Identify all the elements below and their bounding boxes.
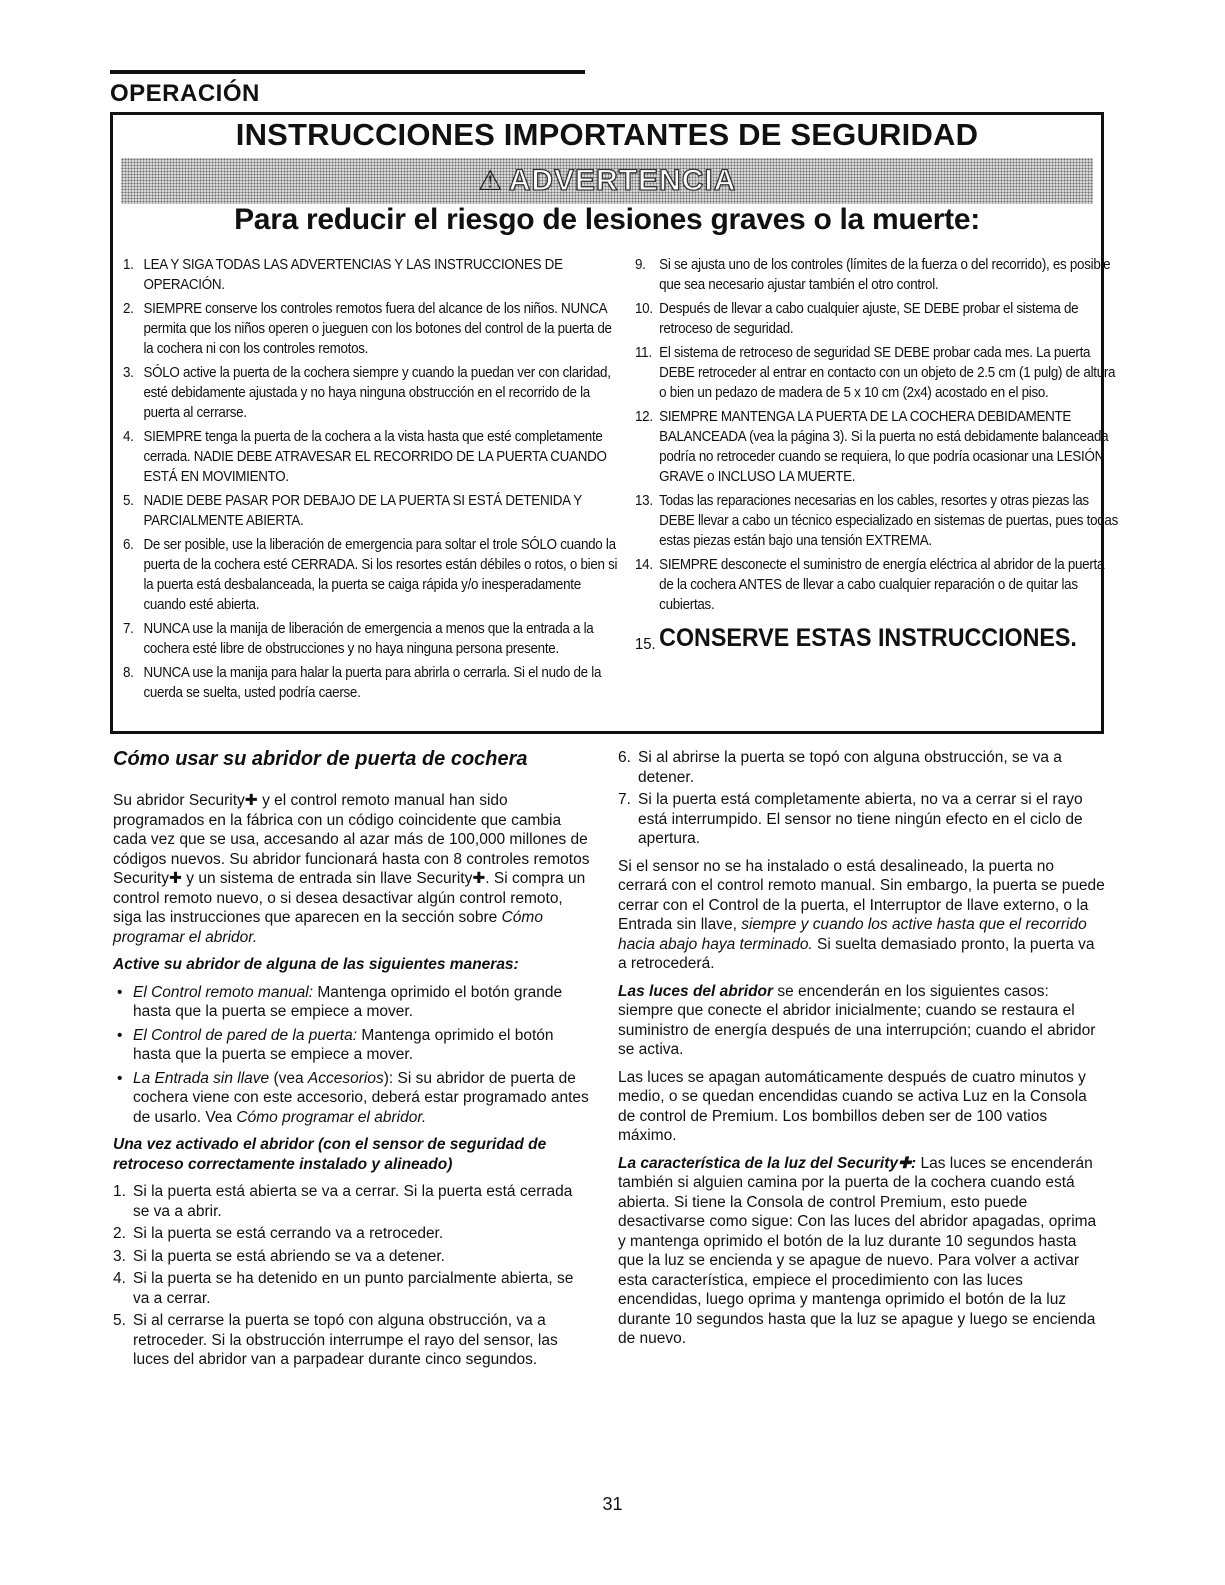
- step-item: 4. Si la puerta se ha detenido en un punto parcialmente abierta, se va a cerrar.: [113, 1270, 574, 1307]
- behavior-steps: [113, 1182, 591, 1370]
- safety-list-right: [635, 255, 1119, 657]
- activate-heading: Active su abridor de alguna de las siguientes maneras:: [113, 956, 519, 973]
- safety-item: 13. Todas las reparaciones necesarias en los cables, resortes y otras piezas las DEBE llevar a cabo un técnico especializado en sistemas de puertas, pues todas estas piezas están bajo una tensión EXTREMA.: [635, 493, 1119, 549]
- page-number: 31: [602, 1494, 623, 1514]
- lights-off-paragraph: Las luces se apagan automáticamente después de cuatro minutos y medio, o se quedan encendidas cuando se activa Luz en la Consola de control de Premium. Los bombillos deben ser de 100 vatios máximo.: [618, 1068, 1087, 1144]
- step-item: 3. Si la puerta se está abriendo se va a detener.: [113, 1247, 445, 1265]
- safety-subtitle: Para reducir el riesgo de lesiones graves o la muerte:: [234, 203, 980, 236]
- safety-item: 11. El sistema de retroceso de seguridad SE DEBE probar cada mes. La puerta DEBE retroceder al entrar en contacto con un objeto de 2.5 cm (1 pulg) de altura o bien un pedazo de madera de 5 x 10 cm (2x4) acostado en el piso.: [635, 345, 1116, 401]
- step-item: 1. Si la puerta está abierta se va a cerrar. Si la puerta está cerrada se va a abrir.: [113, 1183, 573, 1220]
- method-item: • La Entrada sin llave (vea Accesorios): Si su abridor de puerta de cochera viene con este accesorio, deberá estar programado antes de usarlo. Vea Cómo programar el abridor.: [113, 1069, 591, 1128]
- activation-methods: [113, 983, 591, 1128]
- section-title: OPERACIÓN: [110, 80, 260, 107]
- safety-item: 4. SIEMPRE tenga la puerta de la cochera a la vista hasta que esté completamente cerrada. NADIE DEBE ATRAVESAR EL RECORRIDO DE LA PUERTA CUANDO ESTÁ EN MOVIMIENTO.: [123, 429, 607, 485]
- step-item: 7. Si la puerta está completamente abierta, no va a cerrar si el rayo está interrumpido. El sensor no tiene ningún efecto en el ciclo de apertura.: [618, 791, 1083, 847]
- right-column: [618, 748, 1106, 1357]
- left-column: [113, 748, 591, 1378]
- programming-reference: Cómo programar el abridor.: [113, 909, 543, 946]
- safety-item: 8. NUNCA use la manija para halar la puerta para abrirla o cerrarla. Si el nudo de la cuerda se suelta, usted podría caerse.: [123, 665, 602, 701]
- safety-item: 12. SIEMPRE MANTENGA LA PUERTA DE LA COCHERA DEBIDAMENTE BALANCEADA (vea la página 3). Si la puerta no está debidamente balanceada podría no retroceder cuando se requiera, lo que podría ocasionar una LESIÓN GRAVE o INCLUSO LA MUERTE.: [635, 409, 1109, 485]
- how-to-use-heading: Cómo usar su abridor de puerta de cochera: [113, 748, 528, 770]
- safety-box: [110, 112, 1119, 734]
- conserve-instructions: 15. CONSERVE ESTAS INSTRUCCIONES.: [635, 624, 1077, 653]
- step-item: 2. Si la puerta se está cerrando va a retroceder.: [113, 1225, 444, 1242]
- warning-triangle-icon: ⚠: [477, 165, 503, 196]
- warning-word: ADVERTENCIA: [508, 164, 737, 197]
- method-item: • El Control remoto manual: Mantenga oprimido el botón grande hasta que la puerta se empiece a mover.: [113, 983, 591, 1022]
- safety-item: 9. Si se ajusta uno de los controles (límites de la fuerza o del recorrido), es posible que sea necesario ajustar también el otro control.: [635, 257, 1111, 293]
- sensor-heading: Una vez activado el abridor (con el sensor de seguridad de retroceso correctamente instalado y alineado): [113, 1136, 547, 1173]
- behavior-steps-continued: [618, 748, 1106, 849]
- safety-item: 6. De ser posible, use la liberación de emergencia para soltar el trole SÓLO cuando la puerta de la cochera esté CERRADA. Si los resortes están débiles o rotos, o bien si la puerta está desbalanceada, la puerta se caiga rápida y/o inesperadamente cuando esté abierta.: [123, 537, 618, 613]
- step-item: 5. Si al cerrarse la puerta se topó con alguna obstrucción, va a retroceder. Si la obstrucción interrumpe el rayo del sensor, las luces del abridor van a parpadear durante cinco segundos.: [113, 1312, 558, 1368]
- safety-item: 1. LEA Y SIGA TODAS LAS ADVERTENCIAS Y LAS INSTRUCCIONES DE OPERACIÓN.: [123, 257, 563, 293]
- security-light-paragraph: La característica de la luz del Security✚: Las luces se encenderán también si alguien camina por la puerta de la cochera cuando está abierta. Si tiene la Consola de control Premium, esto puede desactivarse como sigue: Con las luces del abridor apagadas, oprima y mantenga oprimido el botón de la luz durante 10 segundos hasta que la luz se encienda y se apague de nuevo. Para volver a activar esta característica, empiece el procedimiento con las luces encendidas, luego oprima y mantenga oprimido el botón de la luz durante 10 segundos hasta que la luz se apague y luego se encienda de nuevo.: [618, 1154, 1097, 1347]
- step-item: 6. Si al abrirse la puerta se topó con alguna obstrucción, se va a detener.: [618, 749, 1062, 786]
- safety-item: 14. SIEMPRE desconecte el suministro de energía eléctrica al abridor de la puerta de la cochera ANTES de llevar a cabo cualquier reparación o de quitar las cubiertas.: [635, 557, 1105, 613]
- safety-item: 10. Después de llevar a cabo cualquier ajuste, SE DEBE probar el sistema de retroceso de seguridad.: [635, 301, 1079, 337]
- sensor-paragraph: Si el sensor no se ha instalado o está desalineado, la puerta no cerrará con el control remoto manual. Sin embargo, la puerta se puede cerrar con el Control de la puerta, el Interruptor de llave externo, o la Entrada sin llave, siempre y cuando los active hasta que el recorrido hacia abajo haya terminado. Si suelta demasiado pronto, la puerta va a retrocederá.: [618, 857, 1105, 972]
- safety-item: 2. SIEMPRE conserve los controles remotos fuera del alcance de los niños. NUNCA permita que los niños operen o jueguen con los botones del control de la puerta de la cochera ni con los controles remotos.: [123, 301, 612, 357]
- lights-paragraph: Las luces del abridor se encenderán en los siguientes casos: siempre que conecte el abridor inicialmente; cuando se restaura el suministro de energía después de una interrupción; cuando el abridor se activa.: [618, 982, 1096, 1058]
- intro-paragraph: Su abridor Security✚ y el control remoto manual han sido programados en la fábrica con un código coincidente que cambia cada vez que se usa, accesando al azar más de 100,000 millones de códigos nuevos. Su abridor funcionará hasta con 8 controles remotos Security✚ y un sistema de entrada sin llave Security✚. Si compra un control remoto nuevo, o si desea desactivar algún control remoto, siga las instrucciones que aparecen en la sección sobre Cómo programar el abridor.: [113, 792, 590, 946]
- safety-item: 7. NUNCA use la manija de liberación de emergencia a menos que la entrada a la cochera esté libre de obstrucciones y no haya ninguna persona presente.: [123, 621, 594, 657]
- safety-title: INSTRUCCIONES IMPORTANTES DE SEGURIDAD: [235, 117, 979, 152]
- section-rule: [110, 70, 585, 74]
- safety-item: 5. NADIE DEBE PASAR POR DEBAJO DE LA PUERTA SI ESTÁ DETENIDA Y PARCIALMENTE ABIERTA.: [123, 493, 582, 529]
- warning-banner: [121, 158, 1093, 204]
- method-item: • El Control de pared de la puerta: Mantenga oprimido el botón hasta que la puerta se empiece a mover.: [113, 1026, 591, 1065]
- safety-list-left: [123, 255, 618, 707]
- safety-item: 3. SÓLO active la puerta de la cochera siempre y cuando la puedan ver con claridad, esté debidamente ajustada y no haya ninguna obstrucción en el recorrido de la puerta al cerrarse.: [123, 365, 611, 421]
